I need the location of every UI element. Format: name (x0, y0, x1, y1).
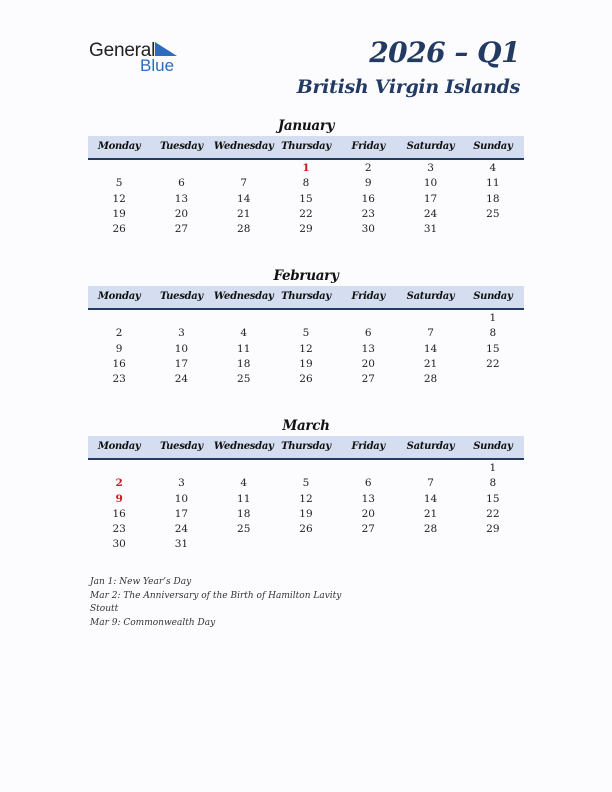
empty-day-cell (275, 537, 337, 552)
day-cell: 14 (423, 342, 438, 355)
day-cell: 15 (486, 492, 500, 505)
day-cell: 20 (174, 207, 189, 220)
weekday-label: Tuesday (159, 441, 203, 452)
day-cell: 22 (299, 207, 313, 220)
weekday-label: Monday (97, 441, 141, 452)
holiday-note: Mar 9: Commonwealth Day (90, 617, 216, 628)
day-cell: 1 (489, 462, 497, 474)
holiday-notes (90, 576, 350, 630)
week-row (88, 357, 524, 372)
day-cell: 8 (302, 177, 310, 190)
logo (89, 38, 189, 78)
day-cell: 11 (486, 177, 500, 190)
day-cell: 9 (364, 177, 372, 190)
day-cell: 5 (115, 177, 123, 190)
week-row (88, 492, 524, 507)
day-cell: 9 (115, 342, 123, 355)
day-cell: 17 (174, 507, 189, 520)
day-cell: 12 (299, 342, 313, 355)
day-cell: 16 (361, 192, 375, 205)
weekday-label: Sunday (473, 141, 513, 152)
day-cell: 12 (112, 192, 126, 205)
weekday-header (88, 286, 524, 310)
empty-day-cell (462, 537, 524, 552)
empty-day-cell (150, 461, 212, 476)
empty-day-cell (462, 372, 524, 387)
day-cell: 27 (174, 223, 189, 236)
holiday-note: Stoutt (90, 604, 119, 614)
weekday-label: Friday (351, 291, 385, 302)
weekday-label: Monday (97, 141, 141, 152)
day-cell: 5 (302, 327, 310, 340)
day-cell: 13 (361, 342, 375, 355)
empty-day-cell (88, 161, 150, 176)
day-cell: 25 (486, 207, 500, 220)
day-cell: 9 (115, 492, 123, 505)
day-cell: 29 (299, 223, 313, 236)
day-cell: 31 (174, 538, 189, 551)
day-cell: 23 (112, 523, 126, 536)
day-cell: 7 (427, 327, 434, 340)
holiday-note: Mar 2: The Anniversary of the Birth of Hamilton Lavity (90, 590, 342, 601)
day-cell: 24 (174, 373, 189, 386)
day-cell: 10 (174, 342, 189, 355)
week-row (88, 507, 524, 522)
week-row (88, 476, 524, 491)
day-cell: 19 (112, 207, 126, 220)
day-cell: 5 (302, 477, 310, 490)
day-cell: 15 (299, 192, 313, 205)
day-cell: 18 (486, 192, 500, 205)
page-subtitle: British Virgin Islands (296, 76, 520, 98)
weekday-label: Tuesday (159, 141, 203, 152)
day-cell: 8 (489, 327, 497, 340)
week-row (88, 176, 524, 191)
day-cell: 10 (423, 177, 438, 190)
weekday-header (88, 136, 524, 160)
week-row (88, 326, 524, 341)
weekday-label: Saturday (406, 441, 455, 452)
day-cell: 4 (240, 477, 248, 490)
day-cell: 18 (237, 507, 251, 520)
day-cell: 28 (237, 223, 251, 236)
day-cell: 28 (423, 373, 438, 386)
month-february (88, 266, 524, 387)
empty-day-cell (150, 161, 212, 176)
week-row (88, 522, 524, 537)
weekday-label: Thursday (281, 291, 331, 302)
empty-day-cell (399, 537, 461, 552)
weekday-label: Friday (351, 141, 385, 152)
empty-day-cell (213, 161, 275, 176)
day-cell: 23 (361, 207, 375, 220)
day-cell: 8 (489, 477, 497, 490)
page-title: 2026 – Q1 (369, 36, 520, 69)
day-cell: 10 (174, 492, 189, 505)
day-cell: 24 (174, 523, 189, 536)
day-cell: 2 (115, 477, 123, 490)
month-january (88, 116, 524, 237)
month-name: January (277, 118, 335, 134)
day-cell: 25 (237, 373, 251, 386)
day-cell: 18 (237, 357, 251, 370)
empty-day-cell (462, 222, 524, 237)
day-cell: 19 (299, 357, 313, 370)
day-cell: 29 (486, 523, 500, 536)
day-cell: 26 (299, 373, 313, 386)
logo-blue-text: Blue (140, 56, 175, 75)
day-cell: 27 (361, 373, 375, 386)
day-cell: 6 (364, 477, 372, 490)
empty-day-cell (150, 311, 212, 326)
week-row (88, 207, 524, 222)
empty-day-cell (213, 461, 275, 476)
day-cell: 3 (178, 327, 185, 340)
day-cell: 13 (361, 492, 375, 505)
empty-day-cell (275, 461, 337, 476)
week-row (88, 342, 524, 357)
weekday-label: Monday (97, 291, 141, 302)
holiday-note: Jan 1: New Year’s Day (90, 577, 192, 587)
week-row (88, 222, 524, 237)
day-cell: 7 (240, 177, 248, 190)
empty-day-cell (275, 311, 337, 326)
week-row (88, 372, 524, 387)
weekday-label: Sunday (473, 441, 513, 452)
week-row (88, 311, 524, 326)
weekday-label: Sunday (473, 291, 513, 302)
day-cell: 25 (237, 523, 251, 536)
weekday-label: Tuesday (159, 291, 203, 302)
day-cell: 21 (237, 207, 251, 220)
day-cell: 11 (237, 492, 251, 505)
empty-day-cell (213, 311, 275, 326)
day-cell: 1 (302, 162, 310, 174)
week-row (88, 461, 524, 476)
day-cell: 31 (423, 223, 438, 236)
day-cell: 4 (489, 162, 497, 174)
empty-day-cell (337, 537, 399, 552)
day-cell: 30 (361, 223, 375, 236)
weekday-label: Wednesday (213, 441, 274, 452)
week-row (88, 192, 524, 207)
day-cell: 21 (423, 507, 438, 520)
day-cell: 3 (178, 477, 185, 490)
day-cell: 22 (486, 357, 500, 370)
month-march (88, 416, 524, 553)
empty-day-cell (399, 311, 461, 326)
day-cell: 7 (427, 477, 434, 490)
weekday-label: Friday (351, 441, 385, 452)
day-cell: 26 (299, 523, 313, 536)
week-row (88, 161, 524, 176)
empty-day-cell (88, 461, 150, 476)
day-cell: 1 (489, 312, 497, 324)
empty-day-cell (337, 311, 399, 326)
empty-day-cell (88, 311, 150, 326)
day-cell: 24 (423, 207, 438, 220)
weekday-label: Thursday (281, 441, 331, 452)
day-cell: 6 (364, 327, 372, 340)
weekday-label: Wednesday (213, 141, 274, 152)
weekday-header (88, 436, 524, 460)
day-cell: 3 (427, 162, 434, 174)
weekday-label: Thursday (281, 141, 331, 152)
day-cell: 20 (361, 507, 375, 520)
weekday-label: Wednesday (213, 291, 274, 302)
day-cell: 13 (174, 192, 189, 205)
empty-day-cell (337, 461, 399, 476)
day-cell: 21 (423, 357, 438, 370)
month-name: March (282, 418, 330, 434)
day-cell: 19 (299, 507, 313, 520)
day-cell: 14 (423, 492, 438, 505)
weekday-label: Saturday (406, 291, 455, 302)
month-name: February (273, 268, 339, 284)
day-cell: 17 (423, 192, 438, 205)
day-cell: 2 (364, 162, 372, 174)
day-cell: 30 (112, 538, 126, 551)
day-cell: 11 (237, 342, 251, 355)
empty-day-cell (213, 537, 275, 552)
day-cell: 16 (112, 357, 126, 370)
day-cell: 22 (486, 507, 500, 520)
empty-day-cell (399, 461, 461, 476)
day-cell: 2 (115, 327, 123, 340)
day-cell: 15 (486, 342, 500, 355)
weekday-label: Saturday (406, 141, 455, 152)
day-cell: 4 (240, 327, 248, 340)
day-cell: 26 (112, 223, 126, 236)
day-cell: 17 (174, 357, 189, 370)
day-cell: 12 (299, 492, 313, 505)
day-cell: 27 (361, 523, 375, 536)
logo-general-text: General (89, 40, 156, 61)
week-row (88, 537, 524, 552)
day-cell: 6 (178, 177, 185, 190)
day-cell: 23 (112, 373, 126, 386)
day-cell: 14 (237, 192, 251, 205)
day-cell: 28 (423, 523, 438, 536)
day-cell: 16 (112, 507, 126, 520)
day-cell: 20 (361, 357, 375, 370)
